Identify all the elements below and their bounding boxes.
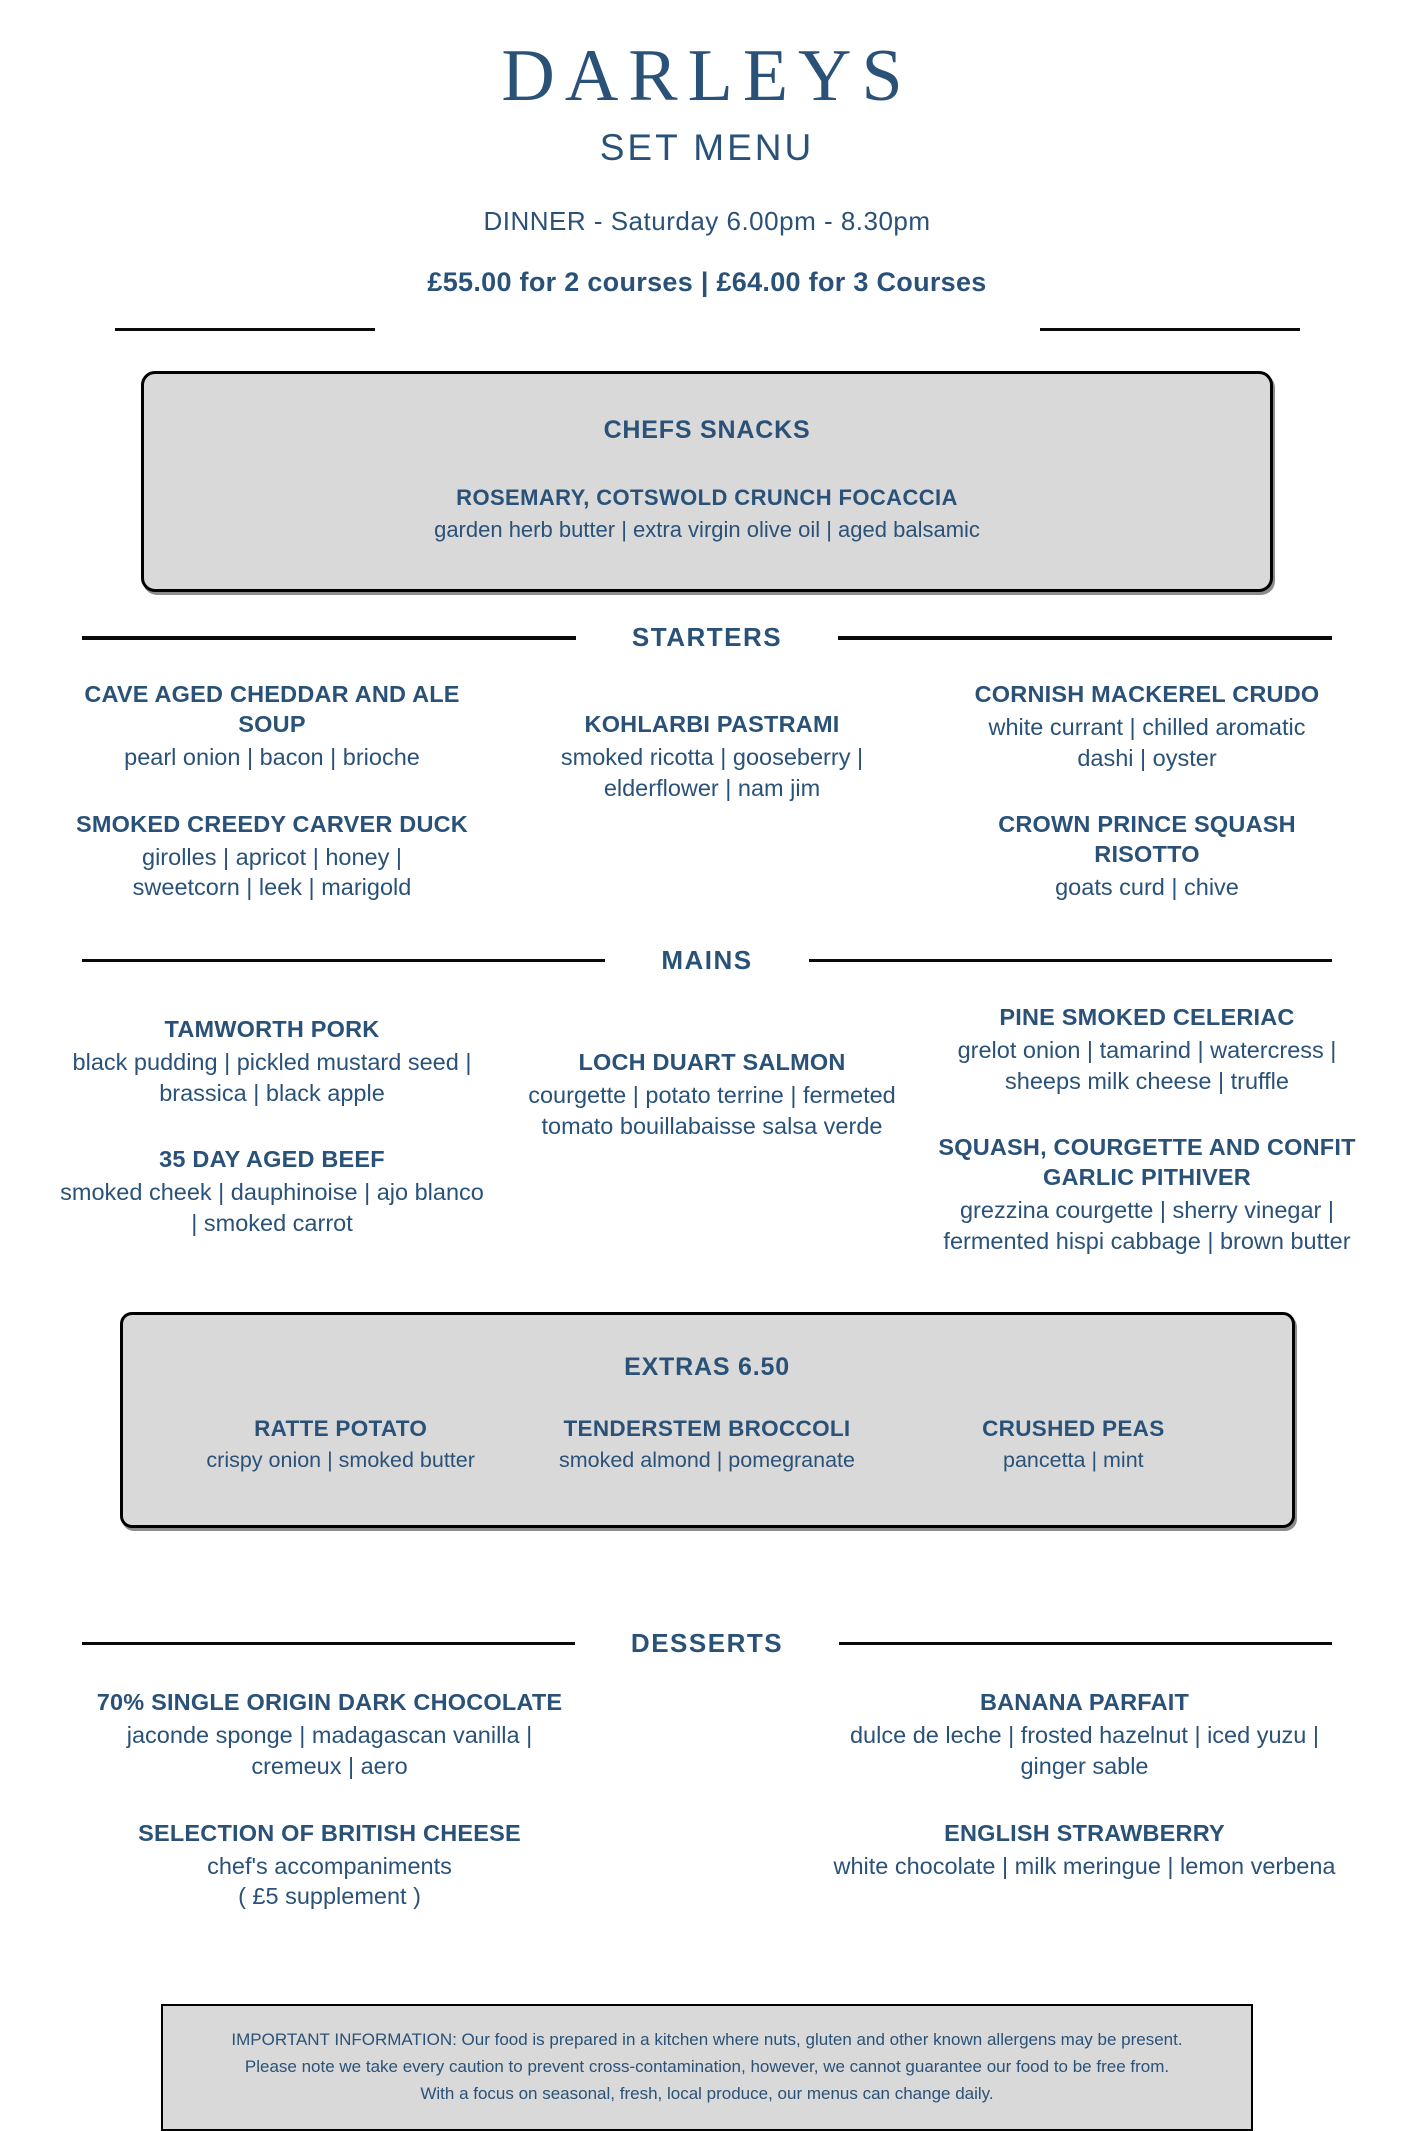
- dish-name: LOCH DUART SALMON: [578, 1048, 846, 1075]
- dish-description: smoked ricotta | gooseberry | elderflower | nam jim: [560, 744, 864, 801]
- chefs-snacks-heading: CHEFS SNACKS: [603, 416, 811, 445]
- divider-line: [839, 1642, 1332, 1645]
- dish-description: girolles | apricot | honey | sweetcorn | leek | marigold: [132, 843, 412, 901]
- starters-section-header: [82, 622, 1332, 653]
- dish: [833, 1818, 1335, 1882]
- allergen-info-line: Please note we take every caution to prevent cross-contamination, however, we cannot guarantee our food to be free from.: [244, 2056, 1170, 2076]
- dish-description: jaconde sponge | madagascan vanilla | cremeux | aero: [126, 1722, 533, 1779]
- allergen-info-line: IMPORTANT INFORMATION: Our food is prepared in a kitchen where nuts, gluten and other known allergens may be present.: [231, 2029, 1183, 2049]
- dish-description: smoked almond | pomegranate: [558, 1448, 855, 1473]
- section-heading-mains: MAINS: [661, 944, 753, 975]
- mains-column-2: [502, 1002, 922, 1256]
- dish: [975, 679, 1320, 773]
- dish-name: ENGLISH STRAWBERRY: [944, 1819, 1225, 1846]
- menu-subtitle: SET MENU: [599, 126, 815, 168]
- dish-name: ROSEMARY, COTSWOLD CRUNCH FOCACCIA: [456, 485, 958, 511]
- desserts-column-1: [72, 1687, 587, 1911]
- extra-item: [905, 1416, 1241, 1473]
- allergen-info-box: [161, 2004, 1253, 2131]
- starters-column-1: [42, 679, 502, 903]
- dish: [922, 1132, 1372, 1256]
- starters-column-2: [502, 679, 922, 903]
- dish-name: SELECTION OF BRITISH CHEESE: [138, 1819, 521, 1846]
- allergen-info-line: With a focus on seasonal, fresh, local produce, our menus can change daily.: [420, 2084, 994, 2104]
- divider-line: [1040, 328, 1300, 331]
- dish-description: courgette | potato terrine | fermeted tomato bouillabaisse salsa verde: [528, 1082, 896, 1139]
- dish-description: chef's accompaniments: [207, 1852, 452, 1879]
- divider-line: [838, 636, 1332, 640]
- mains-grid: [42, 1002, 1372, 1256]
- dish-description: pearl onion | bacon | brioche: [124, 744, 420, 771]
- dish: [512, 1047, 912, 1141]
- desserts-grid: [72, 1687, 1342, 1911]
- dish-description: smoked cheek | dauphinoise | ajo blanco | smoked carrot: [60, 1179, 484, 1236]
- mains-section-header: [82, 945, 1332, 976]
- desserts-section-header: [82, 1628, 1332, 1659]
- dish: [827, 1687, 1342, 1781]
- dish-description: crispy onion | smoked butter: [206, 1448, 475, 1473]
- chefs-snacks-box: [141, 371, 1273, 592]
- dish-name: RATTE POTATO: [254, 1416, 428, 1442]
- service-time: DINNER - Saturday 6.00pm - 8.30pm: [483, 206, 931, 237]
- section-heading-starters: STARTERS: [631, 622, 783, 653]
- dish-name: CRUSHED PEAS: [982, 1416, 1165, 1442]
- dish: [62, 679, 482, 773]
- extras-heading: EXTRAS 6.50: [624, 1353, 790, 1382]
- section-heading-desserts: DESSERTS: [630, 1628, 784, 1659]
- dish-name: CROWN PRINCE SQUASH RISOTTO: [998, 811, 1296, 868]
- extras-box: [120, 1312, 1295, 1528]
- dish: [57, 1014, 487, 1108]
- dish-name: 70% SINGLE ORIGIN DARK CHOCOLATE: [96, 1689, 563, 1716]
- dish-supplement-note: ( £5 supplement ): [238, 1883, 421, 1910]
- dish: [76, 809, 468, 903]
- dish-description: grezzina courgette | sherry vinegar | fermented hispi cabbage | brown butter: [943, 1197, 1351, 1254]
- dish: [57, 1144, 487, 1238]
- dish-name: BANANA PARFAIT: [979, 1689, 1190, 1716]
- starters-grid: [42, 679, 1372, 903]
- starters-column-3: [922, 679, 1372, 903]
- divider-line: [82, 636, 576, 640]
- extra-item: [173, 1416, 509, 1473]
- dish-name: PINE SMOKED CELERIAC: [999, 1003, 1295, 1030]
- divider-line: [809, 959, 1332, 962]
- dish-name: TAMWORTH PORK: [164, 1015, 380, 1042]
- dish-description: white chocolate | milk meringue | lemon verbena: [833, 1852, 1336, 1879]
- dish-name: 35 DAY AGED BEEF: [159, 1146, 385, 1173]
- mains-column-3: [922, 1002, 1372, 1256]
- divider-line: [115, 328, 375, 331]
- dish-description: black pudding | pickled mustard seed | brassica | black apple: [72, 1049, 472, 1106]
- dish: [922, 1002, 1372, 1096]
- dish-description: dulce de leche | frosted hazelnut | iced yuzu | ginger sable: [849, 1722, 1319, 1779]
- mains-column-1: [42, 1002, 502, 1256]
- dish: [80, 1687, 580, 1781]
- divider-line: [82, 959, 605, 962]
- desserts-column-2: [827, 1687, 1342, 1911]
- dish: [982, 809, 1312, 903]
- pricing-line: £55.00 for 2 courses | £64.00 for 3 Courses: [427, 267, 987, 298]
- restaurant-title: DARLEYS: [501, 35, 913, 117]
- dish-name: SMOKED CREEDY CARVER DUCK: [76, 810, 468, 837]
- dish-name: KOHLARBI PASTRAMI: [584, 711, 840, 738]
- extra-item: [539, 1416, 875, 1473]
- dish-description: goats curd | chive: [1055, 874, 1239, 901]
- dish: [507, 709, 917, 803]
- dish-description: white currant | chilled aromatic dashi | oyster: [988, 714, 1306, 771]
- extras-grid: [173, 1416, 1242, 1473]
- header-divider-row: [115, 328, 1300, 331]
- dish-name: SQUASH, COURGETTE AND CONFIT GARLIC PITHIVER: [938, 1134, 1356, 1191]
- dish-name: TENDERSTEM BROCCOLI: [563, 1416, 851, 1442]
- dish: [138, 1818, 521, 1912]
- dish-name: CAVE AGED CHEDDAR AND ALE SOUP: [84, 681, 460, 738]
- dish-description: grelot onion | tamarind | watercress | sheeps milk cheese | truffle: [957, 1037, 1337, 1094]
- divider-line: [82, 1642, 575, 1645]
- dish-description: garden herb butter | extra virgin olive oil | aged balsamic: [434, 517, 980, 543]
- dish-description: pancetta | mint: [1003, 1448, 1144, 1473]
- dish-name: CORNISH MACKEREL CRUDO: [974, 681, 1320, 708]
